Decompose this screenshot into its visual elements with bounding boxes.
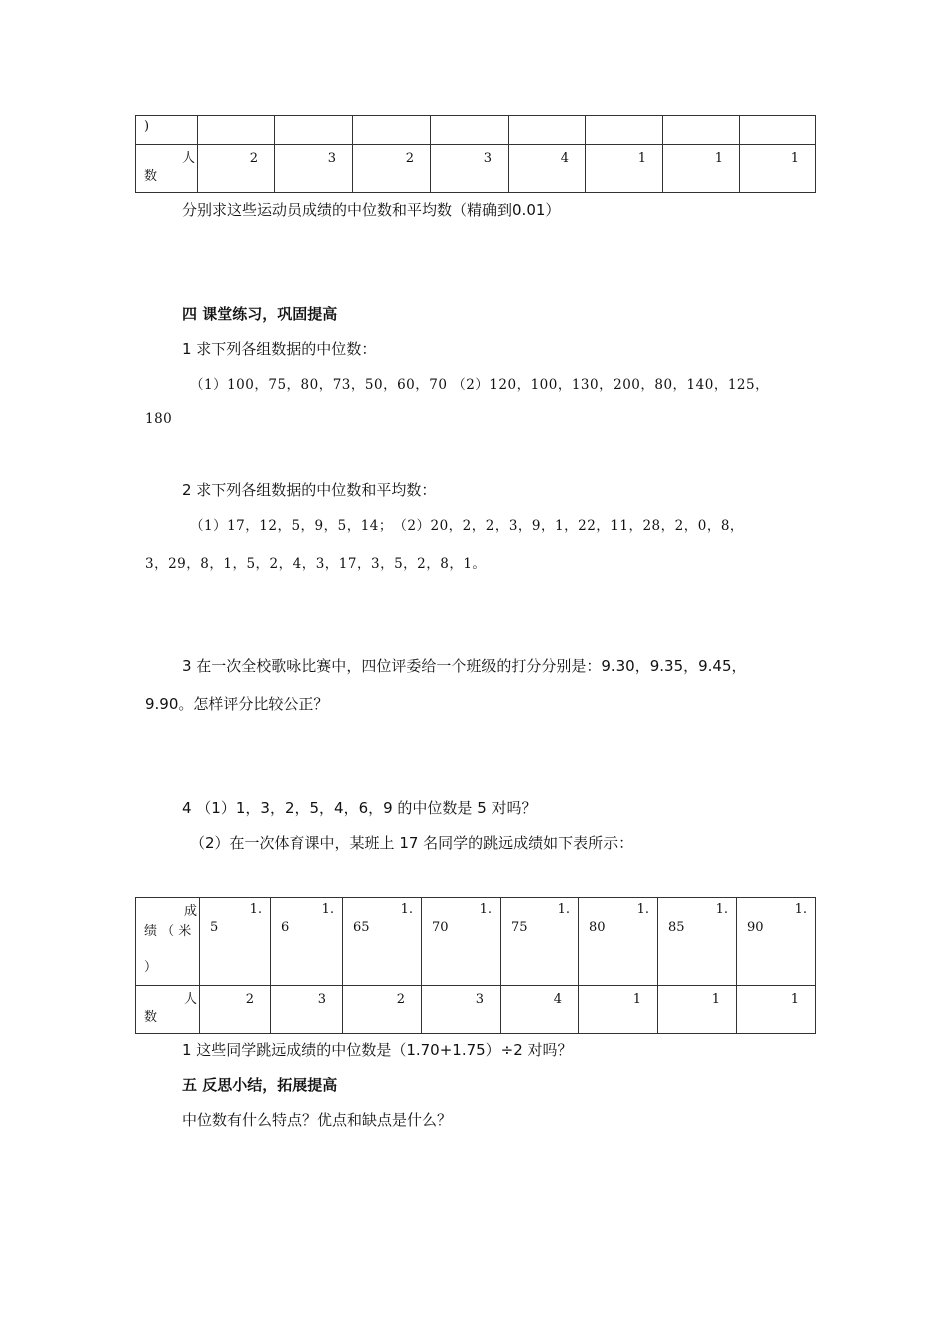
count-cell: 1 [737, 986, 816, 1034]
athlete-table [135, 115, 816, 193]
score-cell: 1. 80 [579, 898, 658, 986]
question-3-cont: 9.90。怎样评分比较公正？ [145, 695, 329, 713]
count-cell: 4 [501, 986, 579, 1034]
score-cell: 1. 85 [658, 898, 737, 986]
question-4-part2: （2）在一次体育课中，某班上 17 名同学的跳远成绩如下表所示： [190, 834, 634, 852]
table-row [136, 145, 816, 193]
question-3: 3 在一次全校歌咏比赛中，四位评委给一个班级的打分分别是：9.30，9.35，9.45， [182, 657, 747, 675]
count-cell: 2 [198, 145, 275, 193]
count-cell: 2 [343, 986, 422, 1034]
count-cell: 2 [353, 145, 431, 193]
count-cell: 4 [509, 145, 586, 193]
count-cell: 3 [422, 986, 501, 1034]
count-cell: 3 [271, 986, 343, 1034]
score-cell: 1. 65 [343, 898, 422, 986]
count-cell: 3 [275, 145, 353, 193]
table1-question: 分别求这些运动员成绩的中位数和平均数（精确到0.01） [182, 201, 561, 219]
question-2-data-cont: 3，29，8，1，5，2，4，3，17，3，5，2，8，1。 [145, 556, 487, 572]
count-cell: 2 [200, 986, 271, 1034]
question-1-data-cont: 180 [145, 411, 173, 427]
table-row [136, 116, 816, 145]
question-2: 2 求下列各组数据的中位数和平均数： [182, 481, 437, 499]
count-cell: 1 [663, 145, 740, 193]
count-cell: 3 [431, 145, 509, 193]
table-row [136, 986, 816, 1034]
score-cell: 1. 70 [422, 898, 501, 986]
count-cell: 1 [579, 986, 658, 1034]
row-label-count: 人 数 [136, 986, 200, 1034]
section5-title: 五 反思小结，拓展提高 [182, 1076, 338, 1094]
table2-question: 1 这些同学跳远成绩的中位数是（1.70+1.75）÷2 对吗？ [182, 1041, 573, 1059]
question-4: 4 （1）1，3，2，5，4，6，9 的中位数是 5 对吗？ [182, 799, 537, 817]
score-cell: 1. 75 [501, 898, 579, 986]
question-1: 1 求下列各组数据的中位数： [182, 340, 377, 358]
header-score: 成 绩 （ 米 ） [136, 898, 200, 986]
section4-title: 四 课堂练习，巩固提高 [182, 305, 338, 323]
question-1-data: （1）100，75，80，73，50，60，70 （2）120，100，130，200，80，140，125， [190, 377, 770, 393]
row-label-score: ) [136, 116, 198, 145]
score-cell: 1. 5 [200, 898, 271, 986]
section5-question: 中位数有什么特点？优点和缺点是什么？ [182, 1111, 453, 1129]
count-cell: 1 [658, 986, 737, 1034]
row-label-count: 人 数 [136, 145, 198, 193]
table-row [136, 898, 816, 986]
question-2-data: （1）17，12，5，9，5，14； （2）20，2，2，3，9，1，22，11，28，2，0，8， [190, 518, 744, 534]
long-jump-table [135, 897, 816, 1034]
score-cell: 1. 90 [737, 898, 816, 986]
score-cell: 1. 6 [271, 898, 343, 986]
count-cell: 1 [586, 145, 663, 193]
count-cell: 1 [740, 145, 816, 193]
